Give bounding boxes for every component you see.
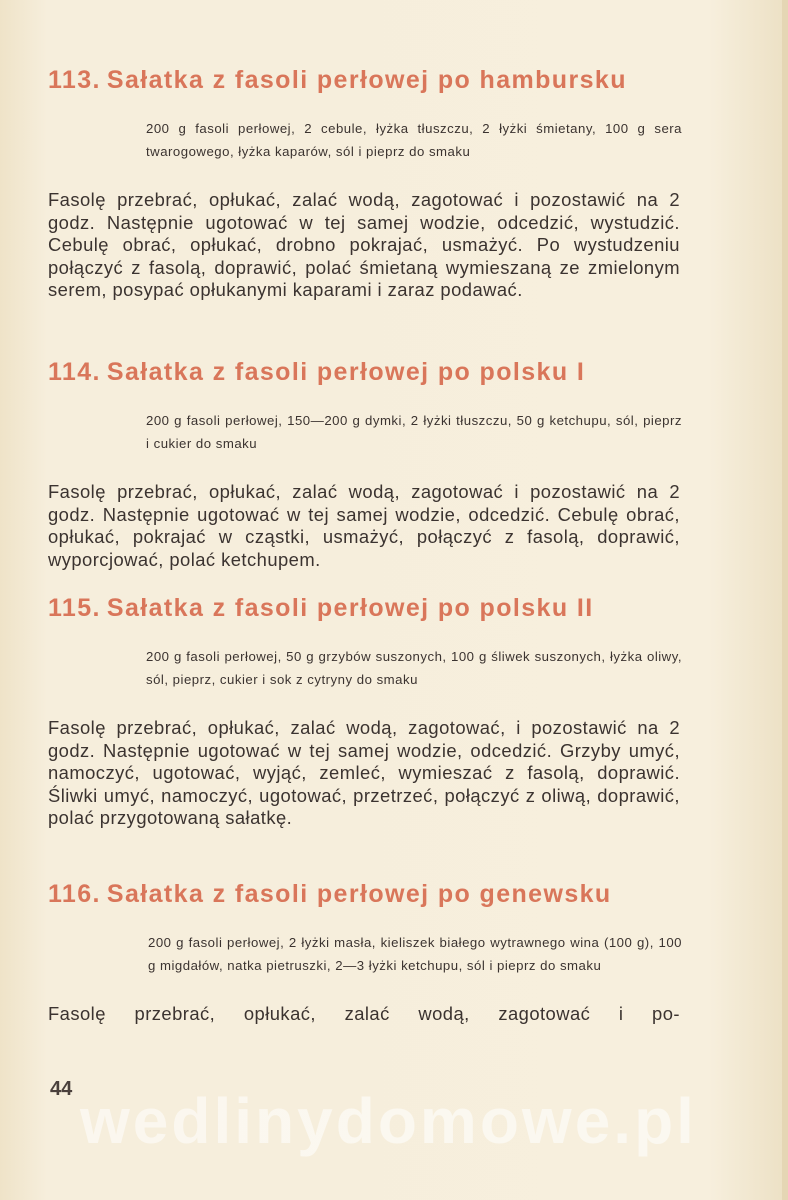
recipe-ingredients: 200 g fasoli perłowej, 2 łyżki masła, kieliszek białego wytrawnego wina (100 g), 100 g migdałów, natka pietruszki, 2—3 łyżki ketchupu, sól i pieprz do smaku — [148, 935, 682, 973]
recipe-title-text: Sałatka z fasoli perłowej po genewsku — [106, 880, 612, 908]
recipe-method: Fasolę przebrać, opłukać, zalać wodą, zagotować i pozostawić na 2 godz. Następnie ugotować w tej samej wodzie, odcedzić, wystudzić. Cebulę obrać, opłukać, drobno pokrajać, usmażyć. Po wystudzeniu połączyć z fasolą, doprawić, polać śmietaną wymieszaną ze zmielonym serem, posypać opłukanymi kaparami i zaraz podawać. — [48, 189, 680, 300]
recipe-title — [48, 66, 684, 95]
recipe-114 — [48, 358, 684, 571]
recipe-number: 114. — [48, 358, 101, 386]
recipe-113 — [48, 66, 684, 302]
page-edge — [782, 0, 788, 1200]
recipe-number: 113. — [48, 66, 101, 94]
recipe-ingredients: 200 g fasoli perłowej, 2 cebule, łyżka tłuszczu, 2 łyżki śmietany, 100 g sera twarogowego, łyżka kaparów, sól i pieprz do smaku — [146, 121, 682, 159]
recipe-title-text: Sałatka z fasoli perłowej po hambursku — [106, 66, 627, 94]
recipe-title — [48, 880, 684, 909]
watermark: wedlinydomowe.pl — [80, 1085, 697, 1157]
recipe-title-text: Sałatka z fasoli perłowej po polsku I — [106, 358, 586, 386]
recipe-title-text: Sałatka z fasoli perłowej po polsku II — [106, 594, 594, 622]
recipe-number: 116. — [48, 880, 101, 908]
recipe-ingredients: 200 g fasoli perłowej, 50 g grzybów suszonych, 100 g śliwek suszonych, łyżka oliwy, sól, pieprz, cukier i sok z cytryny do smaku — [146, 649, 682, 687]
recipe-115 — [48, 594, 684, 830]
recipe-ingredients: 200 g fasoli perłowej, 150—200 g dymki, 2 łyżki tłuszczu, 50 g ketchupu, sól, pieprz i cukier do smaku — [146, 413, 682, 451]
page-number: 44 — [50, 1078, 73, 1100]
recipe-title — [48, 358, 684, 387]
recipe-title — [48, 594, 684, 623]
recipe-method: Fasolę przebrać, opłukać, zalać wodą, zagotować i pozostawić na 2 godz. Następnie ugotować w tej samej wodzie, odcedzić. Cebulę obrać, opłukać, pokrajać w cząstki, usmażyć, połączyć z fasolą, doprawić, wyporcjować, polać ketchupem. — [48, 481, 680, 570]
recipe-method: Fasolę przebrać, opłukać, zalać wodą, zagotować i po- — [48, 1003, 680, 1024]
recipe-method: Fasolę przebrać, opłukać, zalać wodą, zagotować, i pozostawić na 2 godz. Następnie ugotować w tej samej wodzie, odcedzić. Grzyby umyć, namoczyć, ugotować, wyjąć, zemleć, wymieszać z fasolą, doprawić. Śliwki umyć, namoczyć, ugotować, przetrzeć, połączyć z oliwą, doprawić, polać przygotowaną sałatkę. — [48, 717, 680, 828]
recipe-116 — [48, 880, 684, 1026]
recipe-number: 115. — [48, 594, 101, 622]
